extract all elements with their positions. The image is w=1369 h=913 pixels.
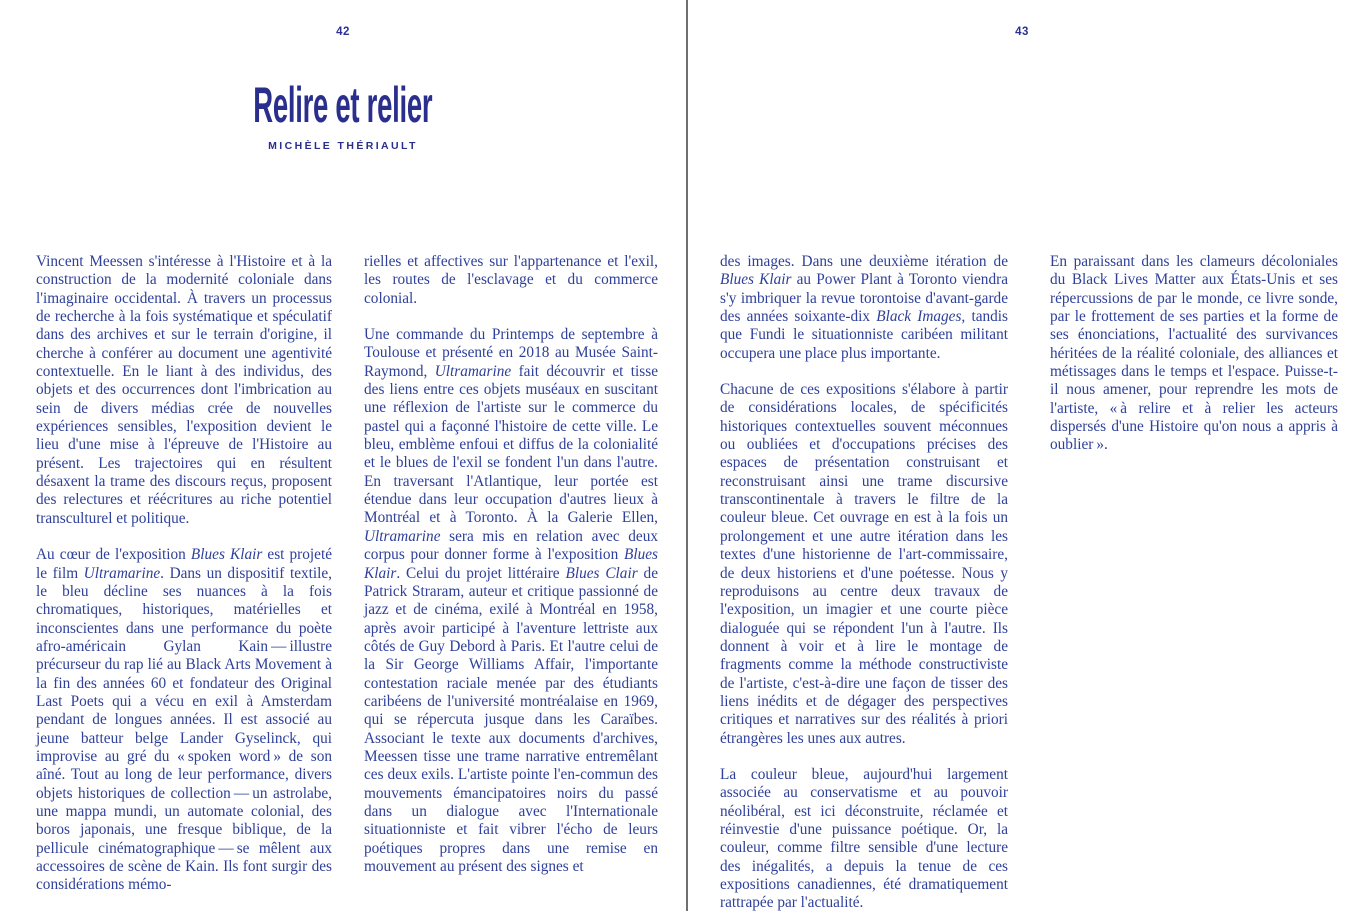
paragraph: En paraissant dans les clameurs décoloniales du Black Lives Matter aux États-Unis et ses répercussions de par le monde, ce livre sonde, par le frottement de ses parties et la forme de ses énonciations, l'actualité des survivances héritées de la réalité coloniale, des alliances et métissages dans le temps et l'espace. Puisse-t-il nous amener, pour reprendre les mots de l'artiste, « à relire et à relier les acteurs dispersés d'une Histoire qu'on nous a appris à oublier ». (1050, 253, 1338, 454)
paragraph: Vincent Meessen s'intéresse à l'Histoire et à la construction de la modernité coloniale dans l'imaginaire occidental. À travers un processus de recherche à la fois systématique et spéculatif dans des archives et sur le terrain d'origine, il cherche à conférer au document une agentivité contextuelle. En le liant à des individus, des objets et des occurrences dont l'imbrication au sein de divers médias crée de nouvelles expériences sensibles, l'exposition devient le lieu d'une mise à l'épreuve de l'Histoire au présent. Les trajectoires qui en résultent désaxent la trame des discours reçus, proposent des relectures et réécritures au riche potentiel transculturel et politique. (36, 253, 332, 527)
paragraph: La couleur bleue, aujourd'hui largement associée au conservatisme et au pouvoir néolibéral, est ici déconstruite, réclamée et réinvestie d'une puissance poétique. Or, la couleur, comme filtre sensible d'une lecture des inégalités, a depuis la tenue de ces expositions canadiennes, été dramatiquement rattrapée par l'actualité. (720, 765, 1008, 912)
article-author: MICHÈLE THÉRIAULT (268, 140, 418, 152)
article-title (36, 77, 650, 133)
paragraph: des images. Dans une deuxième itération de Blues Klair au Power Plant à Toronto viendra s'y imbriquer la revue torontoise d'avant-garde des années soixante-dix Black Images, tandis que Fundi le situationniste caribéen militant occupera une place plus importante. (720, 253, 1008, 362)
page-number-right: 43 (1015, 26, 1029, 38)
right-page-column-2 (1050, 253, 1338, 455)
right-page-column-1 (720, 253, 1008, 913)
page-number-left: 42 (336, 26, 350, 38)
left-page-column-2 (364, 253, 658, 876)
paragraph: rielles et affectives sur l'appartenance et l'exil, les routes de l'esclavage et du commerce colonial. (364, 253, 658, 307)
paragraph: Chacune de ces expositions s'élabore à partir de considérations locales, de spécificités historiques contextuelles souvent méconnues ou oubliées et d'occupations précises des espaces de présentation construisant et reconstruisant ainsi une trame discursive transcontinentale à travers le filtre de la couleur bleue. Cet ouvrage en est à la fois un prolongement et une autre itération dans les textes d'une historienne de l'art-commissaire, de deux historiens et d'une poétesse. Nous y reproduisons au centre deux travaux de l'exposition, un imagier et une courte pièce dialoguée qui se répondent l'un à l'autre. Ils donnent à voir et à lire le montage de fragments comme la méthode constructiviste de l'artiste, c'est-à-dire une façon de tisser des liens inédits et de dégager des perspectives critiques et narratives sur des réalités à priori étrangères les unes aux autres. (720, 381, 1008, 747)
page-gutter-divider (686, 0, 688, 911)
article-title-text: Relire et relier (253, 77, 433, 133)
paragraph: Au cœur de l'exposition Blues Klair est projeté le film Ultramarine. Dans un dispositif textile, le bleu décline ses nuances à la fois chromatiques, historiques, matérielles et inconscientes dans une performance du poète afro-américain Gylan Kain — illustre précurseur du rap lié au Black Arts Movement à la fin des années 60 et fondateur des Original Last Poets qui a vécu en exil à Amsterdam pendant de longues années. Il est associé au jeune batteur belge Lander Gyselinck, qui improvise au gré du « spoken word » de son aîné. Tout au long de leur performance, divers objets historiques de collection — un astrolabe, une mappa mundi, un automate colonial, des boros japonais, une fresque biblique, de la pellicule cinématographique — se mêlent aux accessoires de scène de Kain. Ils font surgir des considérations mémo- (36, 546, 332, 894)
paragraph: Une commande du Printemps de septembre à Toulouse et présenté en 2018 au Musée Saint-Raymond, Ultramarine fait découvrir et tisse des liens entre ces objets muséaux en suscitant une réflexion de l'artiste sur le commerce du pastel qui a façonné l'histoire de cette ville. Le bleu, emblème enfoui et diffus de la colonialité et le blues de l'exil se fondent l'un dans l'autre. En traversant l'Atlantique, leur portée est étendue dans leur occupation d'autres lieux à Montréal et à Toronto. À la Galerie Ellen, Ultramarine sera mis en relation avec deux corpus pour donner forme à l'exposition Blues Klair. Celui du projet littéraire Blues Clair de Patrick Straram, auteur et critique passionné de jazz et de cinéma, exilé à Montréal en 1958, après avoir participé à l'aventure lettriste aux côtés de Guy Debord à Paris. Et l'autre celui de la Sir George Williams Affair, l'importante contestation raciale menée par des étudiants caribéens de l'université montréalaise en 1969, qui se répercuta jusque dans les Caraïbes. Associant le texte aux documents d'archives, Meessen tisse une trame narrative entremêlant ces deux exils. L'artiste pointe l'en-commun des mouvements émancipatoires noirs du passé dans un dialogue avec l'Internationale situationniste et fait vibrer l'écho de leurs poétiques propres dans une remise en mouvement au présent des signes et (364, 326, 658, 875)
left-page-column-1 (36, 253, 332, 895)
